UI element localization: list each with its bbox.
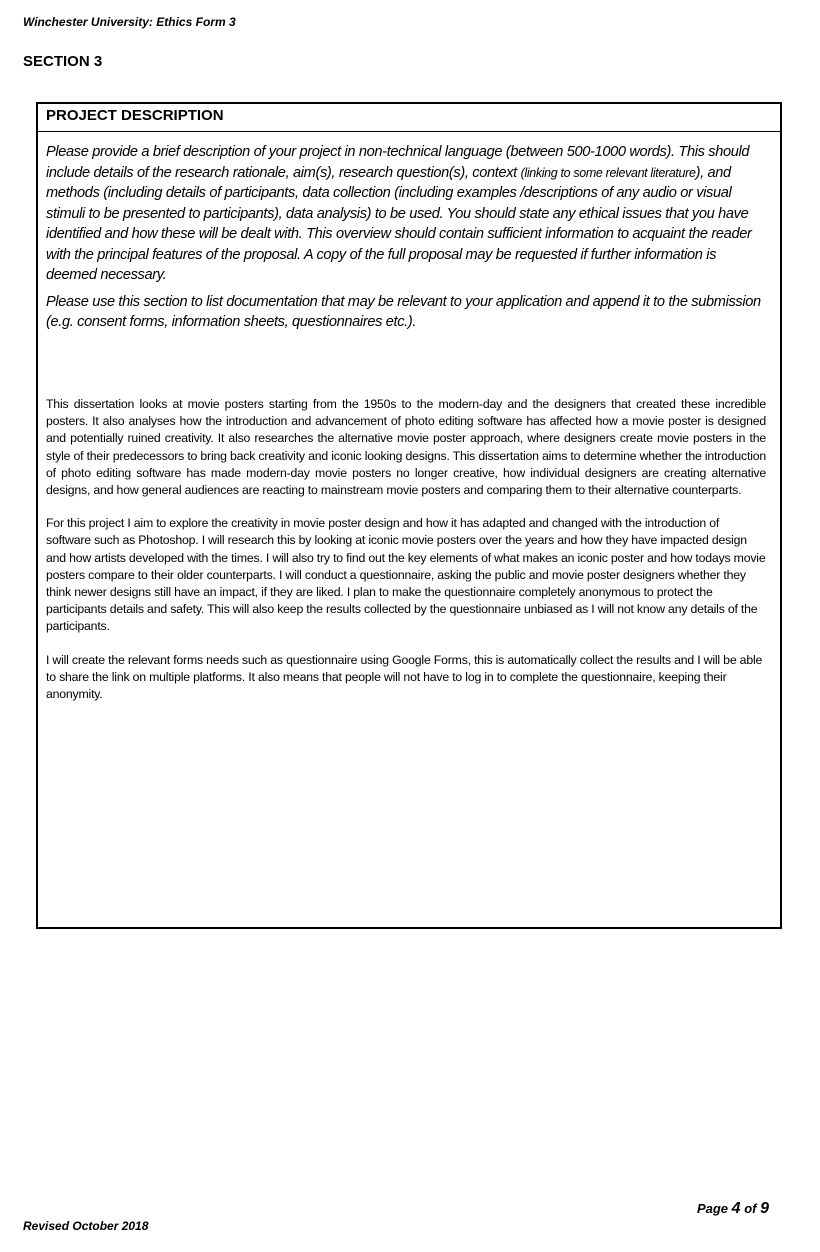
page-total: 9 xyxy=(760,1200,769,1217)
body-paragraph: For this project I aim to explore the creativity in movie poster design and how it has adapted and changed with the introduction of software such as Photoshop. I will research this by looking at iconic movie posters over the years and how they have impacted design and how artists developed with the times. I will also try to find out the key elements of what makes an iconic poster and how todays movie posters compare to their older counterparts. I will conduct a questionnaire, asking the public and movie poster designers whether they think newer designs still have an impact, if they are liked. I plan to make the questionnaire completely anonymous to protect the participants details and safety. This will also keep the results collected by the questionnaire unbiased as I will not know any details of the participants. xyxy=(46,516,766,634)
project-description-text[interactable] xyxy=(46,396,766,719)
body-paragraph: I will create the relevant forms needs such as questionnaire using Google Forms, this is automatically collect the results and I will be able to share the link on multiple platforms. It also means that people will not have to log in to complete the questionnaire, keeping their anonymity. xyxy=(46,652,763,702)
instructions-paragraph-2: Please use this section to list documentation that may be relevant to your application and append it to the submission (e.g. consent forms, information sheets, questionnaires etc.). xyxy=(46,293,761,330)
section-title: SECTION 3 xyxy=(23,53,103,70)
box-title: PROJECT DESCRIPTION xyxy=(38,104,780,132)
body-paragraph: This dissertation looks at movie posters starting from the 1950s to the modern-day and the designers that created these incredible posters. It also analyses how the introduction and advancement of photo editing software has affected how a movie poster is designed and potentially ruined creativity. It also researches the alternative movie poster approach, where designers create movie posters in the style of their predecessors to bring back creativity and iconic looking designs. This dissertation aims to determine whether the introduction of photo editing software has made modern-day movie posters no longer creative, how individual designers are creating alternative designs, and how general audiences are reacting to mainstream movie posters and comparing them to their alternative counterparts. xyxy=(46,397,767,498)
page-current: 4 xyxy=(731,1200,741,1217)
page-label: Page xyxy=(696,1201,729,1216)
revision-date: Revised October 2018 xyxy=(23,1219,149,1233)
instructions-text: ), and methods (including details of participants, data collection (including examples /descriptions of any audio or visual stimuli to be presented to participants), data analysis) to be used. You should state any ethical issues that you have identified and how these will be dealt with. This overview should contain sufficient information to acquaint the reader with the principal features of the proposal. A copy of the full proposal may be requested if further information is deemed necessary. xyxy=(46,164,752,283)
instructions-text: Please provide a brief description of your project in non-technical language (between 500-1000 words). This should include details of the research rationale, aim(s), research question(s), context xyxy=(46,144,750,181)
instructions-small-text: (linking to some relevant literature xyxy=(520,165,696,180)
page-number xyxy=(697,1200,769,1218)
instructions-paragraph-1 xyxy=(46,142,766,286)
page-of: of xyxy=(744,1201,757,1216)
instructions xyxy=(38,132,780,333)
project-description-box xyxy=(36,102,782,929)
document-header: Winchester University: Ethics Form 3 xyxy=(23,15,236,29)
